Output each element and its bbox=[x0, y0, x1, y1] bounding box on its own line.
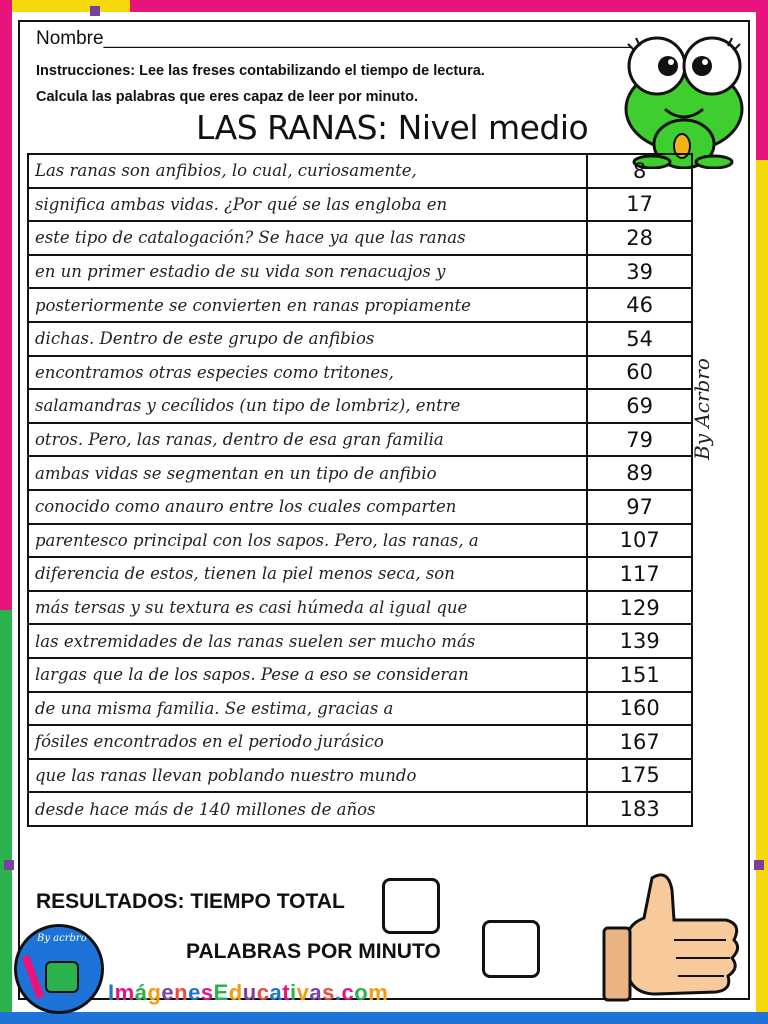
table-row bbox=[28, 524, 692, 558]
frame-left-green bbox=[0, 610, 12, 1024]
sentence-cell: conocido como anauro entre los cuales comparten bbox=[28, 490, 587, 524]
watermark-letter: v bbox=[296, 980, 310, 1005]
watermark-letter: i bbox=[290, 980, 297, 1005]
author-signature: By Acrbro bbox=[690, 358, 714, 460]
word-count-cell: 151 bbox=[587, 658, 692, 692]
watermark-letter: I bbox=[108, 980, 115, 1005]
word-count-cell: 183 bbox=[587, 792, 692, 826]
watermark-letter: . bbox=[334, 980, 342, 1005]
watermark-letter: m bbox=[368, 980, 389, 1005]
table-row bbox=[28, 792, 692, 826]
watermark-letter: o bbox=[354, 980, 369, 1005]
words-per-minute-label: PALABRAS POR MINUTO bbox=[186, 940, 441, 963]
sentence-cell: salamandras y cecílidos (un tipo de lombriz), entre bbox=[28, 389, 587, 423]
table-row bbox=[28, 624, 692, 658]
table-row bbox=[28, 490, 692, 524]
table-row bbox=[28, 288, 692, 322]
watermark-letter: m bbox=[114, 980, 135, 1005]
frog-mascot-icon bbox=[612, 24, 752, 169]
logo-book bbox=[45, 961, 79, 993]
word-count-cell: 175 bbox=[587, 759, 692, 793]
instructions-line-1: Instrucciones: Lee las freses contabilizando el tiempo de lectura. bbox=[36, 63, 485, 79]
sentence-cell: este tipo de catalogación? Se hace ya que las ranas bbox=[28, 221, 587, 255]
word-count-cell: 69 bbox=[587, 389, 692, 423]
table-row bbox=[28, 188, 692, 222]
word-count-cell: 17 bbox=[587, 188, 692, 222]
word-count-cell: 28 bbox=[587, 221, 692, 255]
sentence-cell: fósiles encontrados en el periodo jurásico bbox=[28, 725, 587, 759]
instructions-line-2: Calcula las palabras que eres capaz de leer por minuto. bbox=[36, 89, 418, 105]
total-time-box[interactable] bbox=[382, 878, 440, 934]
frame-corner-square bbox=[4, 860, 14, 870]
table-row bbox=[28, 725, 692, 759]
name-field[interactable] bbox=[36, 28, 636, 54]
sentence-cell: de una misma familia. Se estima, gracias a bbox=[28, 692, 587, 726]
sentence-cell: encontramos otras especies como tritones, bbox=[28, 356, 587, 390]
sentence-cell: dichas. Dentro de este grupo de anfibios bbox=[28, 322, 587, 356]
sentence-cell: ambas vidas se segmentan en un tipo de anfibio bbox=[28, 456, 587, 490]
word-count-cell: 160 bbox=[587, 692, 692, 726]
table-row bbox=[28, 221, 692, 255]
frame-left-pink bbox=[0, 0, 12, 610]
word-count-cell: 8 bbox=[587, 154, 692, 188]
watermark-letter: a bbox=[309, 980, 323, 1005]
watermark-letter: a bbox=[269, 980, 283, 1005]
sentence-cell: largas que la de los sapos. Pese a eso se consideran bbox=[28, 658, 587, 692]
table-row bbox=[28, 389, 692, 423]
table-row bbox=[28, 423, 692, 457]
watermark-letter: e bbox=[188, 980, 201, 1005]
watermark-letter: e bbox=[161, 980, 175, 1005]
word-count-cell: 129 bbox=[587, 591, 692, 625]
table-row bbox=[28, 557, 692, 591]
sentence-cell: significa ambas vidas. ¿Por qué se las engloba en bbox=[28, 188, 587, 222]
header bbox=[36, 28, 632, 110]
watermark-letter: c bbox=[341, 980, 355, 1005]
frame-top-pink bbox=[130, 0, 768, 12]
table-row bbox=[28, 759, 692, 793]
word-count-cell: 39 bbox=[587, 255, 692, 289]
word-count-cell: 97 bbox=[587, 490, 692, 524]
watermark-letter: g bbox=[147, 980, 162, 1005]
sentence-cell: otros. Pero, las ranas, dentro de esa gran familia bbox=[28, 423, 587, 457]
logo-pencil bbox=[22, 955, 45, 999]
sentence-cell: parentesco principal con los sapos. Pero, las ranas, a bbox=[28, 524, 587, 558]
table-row bbox=[28, 356, 692, 390]
sentence-cell: diferencia de estos, tienen la piel menos seca, son bbox=[28, 557, 587, 591]
word-count-cell: 117 bbox=[587, 557, 692, 591]
table-row bbox=[28, 255, 692, 289]
frame-top-yellow bbox=[0, 0, 130, 12]
watermark-letter: á bbox=[134, 980, 148, 1005]
word-count-cell: 107 bbox=[587, 524, 692, 558]
sentence-cell: que las ranas llevan poblando nuestro mundo bbox=[28, 759, 587, 793]
frame-right-pink bbox=[756, 0, 768, 160]
sentence-cell: posteriormente se convierten en ranas propiamente bbox=[28, 288, 587, 322]
table-row bbox=[28, 154, 692, 188]
frame-bottom-blue bbox=[0, 1012, 768, 1024]
table-row bbox=[28, 456, 692, 490]
table-row bbox=[28, 322, 692, 356]
word-count-cell: 89 bbox=[587, 456, 692, 490]
name-label: Nombre bbox=[36, 28, 104, 49]
sentence-cell: más tersas y su textura es casi húmeda al igual que bbox=[28, 591, 587, 625]
word-count-cell: 167 bbox=[587, 725, 692, 759]
watermark-letter: c bbox=[256, 980, 270, 1005]
watermark-letter: d bbox=[228, 980, 243, 1005]
frame-corner-square bbox=[754, 860, 764, 870]
watermark-letter: u bbox=[242, 980, 257, 1005]
watermark-letter: t bbox=[282, 980, 291, 1005]
logo-text: By acrbro bbox=[37, 933, 87, 944]
table-row bbox=[28, 692, 692, 726]
page-title: LAS RANAS: Nivel medio bbox=[196, 108, 589, 147]
total-time-label: RESULTADOS: TIEMPO TOTAL bbox=[36, 890, 345, 913]
table-row bbox=[28, 591, 692, 625]
word-count-cell: 79 bbox=[587, 423, 692, 457]
table-row bbox=[28, 658, 692, 692]
sentence-cell: en un primer estadio de su vida son renacuajos y bbox=[28, 255, 587, 289]
word-count-cell: 54 bbox=[587, 322, 692, 356]
kid-reading-logo-icon bbox=[14, 924, 104, 1014]
word-count-cell: 46 bbox=[587, 288, 692, 322]
site-watermark bbox=[108, 980, 388, 1006]
thumbs-up-icon bbox=[598, 868, 748, 1008]
sentence-cell: las extremidades de las ranas suelen ser mucho más bbox=[28, 624, 587, 658]
word-count-cell: 139 bbox=[587, 624, 692, 658]
sentence-cell: Las ranas son anfibios, lo cual, curiosamente, bbox=[28, 154, 587, 188]
frame-corner-square bbox=[90, 6, 100, 16]
sentence-cell: desde hace más de 140 millones de años bbox=[28, 792, 587, 826]
word-count-cell: 60 bbox=[587, 356, 692, 390]
frame-right-yellow bbox=[756, 160, 768, 1024]
name-line: __________________________________________________ bbox=[103, 28, 632, 49]
watermark-letter: s bbox=[200, 980, 214, 1005]
watermark-letter: n bbox=[174, 980, 189, 1005]
words-per-minute-box[interactable] bbox=[482, 920, 540, 978]
reading-table bbox=[27, 153, 693, 827]
instructions bbox=[36, 58, 611, 110]
watermark-letter: E bbox=[213, 980, 229, 1005]
watermark-letter: s bbox=[322, 980, 335, 1005]
